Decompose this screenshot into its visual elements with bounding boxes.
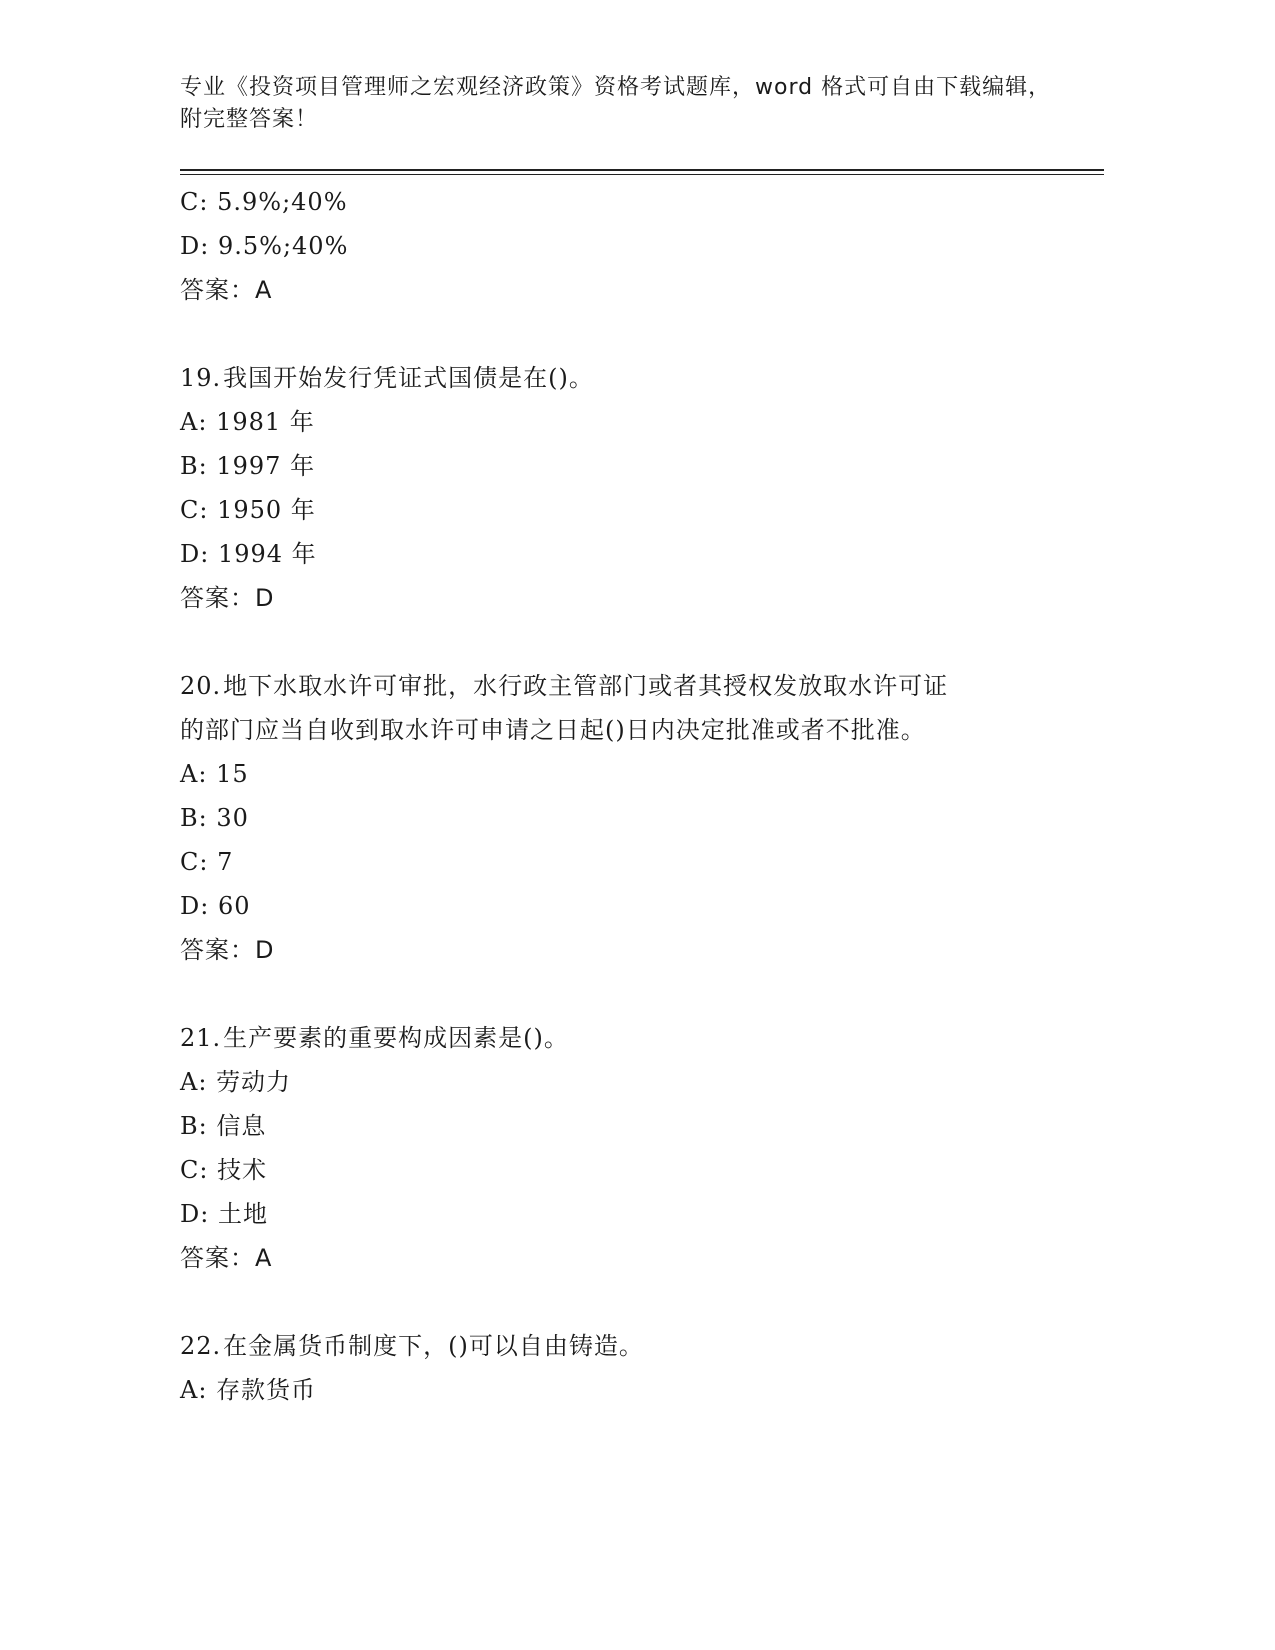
option-b xyxy=(180,1104,1060,1148)
option-separator: : xyxy=(199,496,218,524)
option-d xyxy=(180,884,1060,928)
option-text: 7 xyxy=(217,848,234,876)
option-letter: C xyxy=(180,188,200,216)
question-text: 地下水取水许可审批，水行政主管部门或者其授权发放取水许可证 xyxy=(223,672,949,700)
answer-value: A xyxy=(255,276,273,304)
spacer xyxy=(180,312,1060,356)
answer-label: 答案： xyxy=(180,276,255,304)
option-text: 信息 xyxy=(216,1112,267,1140)
option-separator: : xyxy=(198,804,217,832)
option-letter: C xyxy=(180,1156,200,1184)
option-text: 存款货币 xyxy=(216,1376,317,1404)
header-title-part2: 格式可自由下载编辑，附完整答案！ xyxy=(180,75,1052,132)
option-a xyxy=(180,752,1060,796)
option-b xyxy=(180,444,1060,488)
option-separator: : xyxy=(198,452,217,480)
option-a xyxy=(180,1060,1060,1104)
spacer xyxy=(180,620,1060,664)
spacer xyxy=(180,972,1060,1016)
option-d xyxy=(180,224,1060,268)
option-text: 15 xyxy=(216,760,249,788)
answer-label: 答案： xyxy=(180,1244,255,1272)
option-letter: A xyxy=(180,1376,199,1404)
answer-line xyxy=(180,268,1060,312)
option-letter: B xyxy=(180,804,199,832)
option-letter: D xyxy=(180,232,201,260)
question-stem xyxy=(180,664,1060,708)
question-text: 在金属货币制度下，()可以自由铸造。 xyxy=(223,1332,644,1360)
question-number: 21. xyxy=(180,1024,222,1052)
answer-value: A xyxy=(255,1244,273,1272)
question-number: 19. xyxy=(180,364,222,392)
option-letter: A xyxy=(180,760,199,788)
question-stem xyxy=(180,1016,1060,1060)
option-text: 1981 年 xyxy=(216,408,315,436)
option-d xyxy=(180,532,1060,576)
answer-value: D xyxy=(255,936,275,964)
option-letter: B xyxy=(180,1112,199,1140)
option-b xyxy=(180,796,1060,840)
option-separator: : xyxy=(199,188,218,216)
answer-line xyxy=(180,576,1060,620)
answer-value: D xyxy=(255,584,275,612)
option-letter: D xyxy=(180,1200,201,1228)
option-letter: A xyxy=(180,1068,199,1096)
option-separator: : xyxy=(200,540,218,568)
document-header xyxy=(180,72,1060,136)
option-separator: : xyxy=(199,1156,218,1184)
option-text: 劳动力 xyxy=(216,1068,292,1096)
question-text: 的部门应当自收到取水许可申请之日起()日内决定批准或者不批准。 xyxy=(180,716,926,744)
question-text: 生产要素的重要构成因素是()。 xyxy=(223,1024,569,1052)
header-title-part1: 专业《投资项目管理师之宏观经济政策》资格考试题库， xyxy=(180,75,756,100)
answer-line xyxy=(180,928,1060,972)
option-a xyxy=(180,400,1060,444)
header-title-word: word xyxy=(755,75,814,100)
option-text: 30 xyxy=(216,804,249,832)
option-separator: : xyxy=(199,848,218,876)
option-letter: A xyxy=(180,408,199,436)
option-separator: : xyxy=(198,1112,217,1140)
option-text: 1997 年 xyxy=(216,452,316,480)
answer-label: 答案： xyxy=(180,936,255,964)
option-text: 1950 年 xyxy=(217,496,316,524)
answer-label: 答案： xyxy=(180,584,255,612)
header-rule-thick xyxy=(180,169,1104,171)
option-text: 5.9%;40% xyxy=(217,188,348,216)
option-letter: D xyxy=(180,540,201,568)
option-text: 9.5%;40% xyxy=(217,232,349,260)
header-rule-thin xyxy=(180,174,1104,175)
question-stem xyxy=(180,356,1060,400)
option-text: 土地 xyxy=(217,1200,268,1228)
option-separator: : xyxy=(200,1200,218,1228)
option-separator: : xyxy=(198,1376,217,1404)
option-c xyxy=(180,488,1060,532)
option-text: 60 xyxy=(217,892,251,920)
question-number: 20. xyxy=(180,672,222,700)
spacer xyxy=(180,1280,1060,1324)
option-separator: : xyxy=(200,232,218,260)
option-letter: D xyxy=(180,892,201,920)
option-separator: : xyxy=(198,760,217,788)
question-stem-continued xyxy=(180,708,1060,752)
option-letter: B xyxy=(180,452,199,480)
question-stem xyxy=(180,1324,1060,1368)
option-a xyxy=(180,1368,1060,1412)
question-text: 我国开始发行凭证式国债是在()。 xyxy=(223,364,594,392)
answer-line xyxy=(180,1236,1060,1280)
option-c xyxy=(180,180,1060,224)
option-letter: C xyxy=(180,848,200,876)
option-c xyxy=(180,840,1060,884)
option-text: 1994 年 xyxy=(217,540,317,568)
option-d xyxy=(180,1192,1060,1236)
option-letter: C xyxy=(180,496,200,524)
question-list xyxy=(180,180,1060,1412)
option-c xyxy=(180,1148,1060,1192)
question-number: 22. xyxy=(180,1332,222,1360)
option-separator: : xyxy=(198,1068,217,1096)
option-text: 技术 xyxy=(217,1156,268,1184)
option-separator: : xyxy=(200,892,218,920)
option-separator: : xyxy=(198,408,217,436)
